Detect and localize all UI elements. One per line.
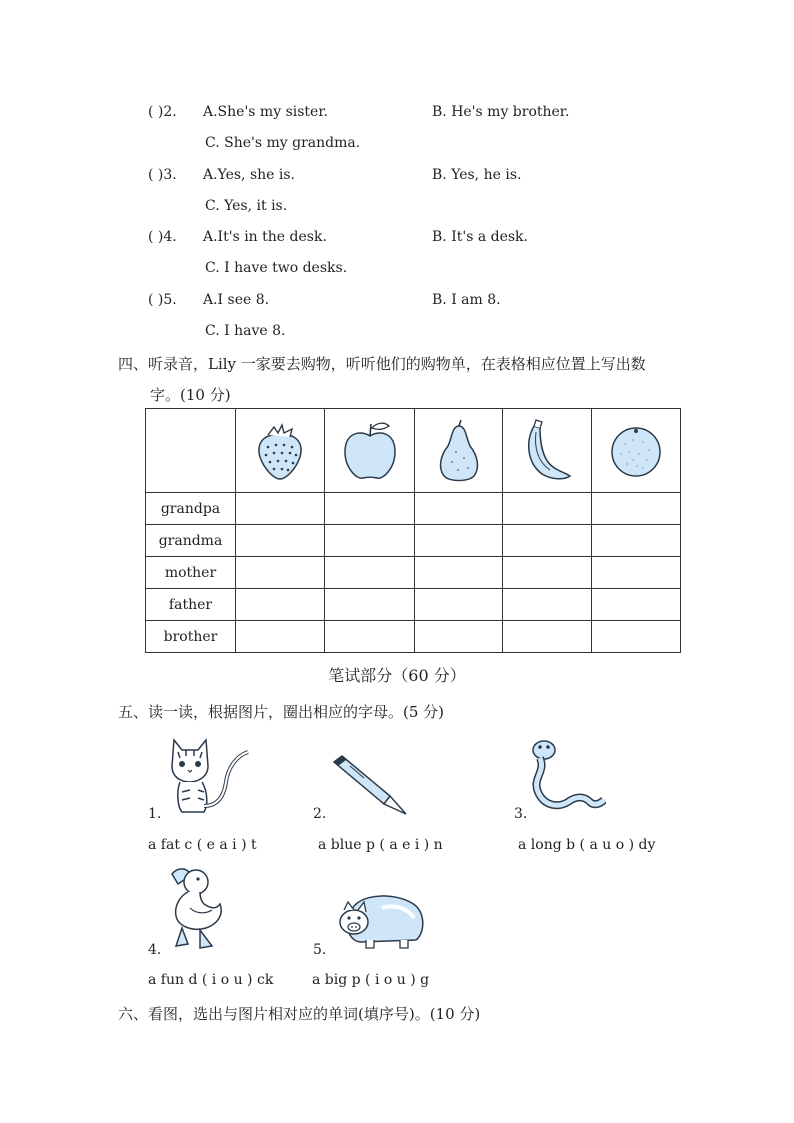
answer-cell[interactable] <box>325 525 415 557</box>
row-label-grandpa: grandpa <box>146 493 236 525</box>
row-label-mother: mother <box>146 557 236 589</box>
q2-option-b: B. He's my brother. <box>432 104 570 120</box>
answer-cell[interactable] <box>592 621 681 653</box>
apple-icon <box>341 420 399 482</box>
answer-cell[interactable] <box>415 557 503 589</box>
written-part-heading: 笔试部分（60 分） <box>328 666 466 685</box>
answer-cell[interactable] <box>592 557 681 589</box>
pen-icon <box>330 752 410 818</box>
answer-cell[interactable] <box>415 525 503 557</box>
q3-option-a: A.Yes, she is. <box>203 167 296 183</box>
answer-cell[interactable] <box>236 621 325 653</box>
header-corner-cell <box>146 409 236 493</box>
section5-title: 五、读一读，根据图片，圈出相应的字母。(5 分) <box>118 703 445 721</box>
apple-cell <box>325 409 415 493</box>
q2-option-c: C. She's my grandma. <box>205 135 361 151</box>
q4-option-b: B. It's a desk. <box>432 229 528 245</box>
banana-cell <box>503 409 592 493</box>
row-label-grandma: grandma <box>146 525 236 557</box>
snake-icon <box>528 738 606 820</box>
item4-phrase: a fun d ( i o u ) ck <box>148 972 274 988</box>
answer-cell[interactable] <box>415 589 503 621</box>
answer-cell[interactable] <box>236 557 325 589</box>
answer-cell[interactable] <box>503 557 592 589</box>
answer-cell[interactable] <box>325 589 415 621</box>
cat-picture <box>168 736 250 816</box>
item1-number: 1. <box>148 806 162 822</box>
pen-picture <box>330 752 410 818</box>
item3-phrase: a long b ( a u o ) dy <box>518 837 656 853</box>
duck-picture <box>166 864 230 952</box>
table-row <box>146 493 681 525</box>
q5-option-c: C. I have 8. <box>205 323 286 339</box>
q4-option-c: C. I have two desks. <box>205 260 348 276</box>
table-row <box>146 557 681 589</box>
strawberry-cell <box>236 409 325 493</box>
answer-cell[interactable] <box>503 493 592 525</box>
answer-cell[interactable] <box>236 493 325 525</box>
pig-picture <box>336 894 424 950</box>
q2-option-a: A.She's my sister. <box>203 104 328 120</box>
answer-cell[interactable] <box>325 493 415 525</box>
q5-number: ( )5. <box>148 292 177 308</box>
table-row <box>146 525 681 557</box>
orange-icon <box>609 424 663 478</box>
answer-cell[interactable] <box>325 557 415 589</box>
answer-cell[interactable] <box>592 589 681 621</box>
answer-cell[interactable] <box>503 525 592 557</box>
orange-cell <box>592 409 681 493</box>
duck-icon <box>166 864 230 952</box>
item2-number: 2. <box>313 806 327 822</box>
row-label-father: father <box>146 589 236 621</box>
table-row <box>146 621 681 653</box>
cat-icon <box>168 736 250 816</box>
q4-number: ( )4. <box>148 229 177 245</box>
answer-cell[interactable] <box>503 621 592 653</box>
q3-number: ( )3. <box>148 167 177 183</box>
q5-option-b: B. I am 8. <box>432 292 501 308</box>
shopping-table <box>145 408 681 653</box>
section4-title-line2: 字。(10 分) <box>150 386 231 404</box>
section4-title-line1: 四、听录音，Lily 一家要去购物，听听他们的购物单，在表格相应位置上写出数 <box>118 355 646 373</box>
pear-icon <box>434 418 484 484</box>
answer-cell[interactable] <box>236 589 325 621</box>
banana-icon <box>520 418 574 484</box>
item5-phrase: a big p ( i o u ) g <box>312 972 430 988</box>
answer-cell[interactable] <box>236 525 325 557</box>
snake-picture <box>528 738 606 820</box>
q2-number: ( )2. <box>148 104 177 120</box>
q3-option-c: C. Yes, it is. <box>205 198 288 214</box>
pear-cell <box>415 409 503 493</box>
answer-cell[interactable] <box>325 621 415 653</box>
q3-option-b: B. Yes, he is. <box>432 167 522 183</box>
row-label-brother: brother <box>146 621 236 653</box>
answer-cell[interactable] <box>503 589 592 621</box>
q5-option-a: A.I see 8. <box>203 292 270 308</box>
item1-phrase: a fat c ( e a i ) t <box>148 837 257 853</box>
pig-icon <box>336 894 424 950</box>
section6-title: 六、看图，选出与图片相对应的单词(填序号)。(10 分) <box>118 1005 481 1023</box>
item3-number: 3. <box>514 806 528 822</box>
strawberry-icon <box>254 421 306 481</box>
q4-option-a: A.It's in the desk. <box>203 229 327 245</box>
answer-cell[interactable] <box>415 493 503 525</box>
answer-cell[interactable] <box>592 525 681 557</box>
table-row <box>146 589 681 621</box>
item5-number: 5. <box>313 942 327 958</box>
answer-cell[interactable] <box>592 493 681 525</box>
item2-phrase: a blue p ( a e i ) n <box>318 837 443 853</box>
answer-cell[interactable] <box>415 621 503 653</box>
item4-number: 4. <box>148 942 162 958</box>
